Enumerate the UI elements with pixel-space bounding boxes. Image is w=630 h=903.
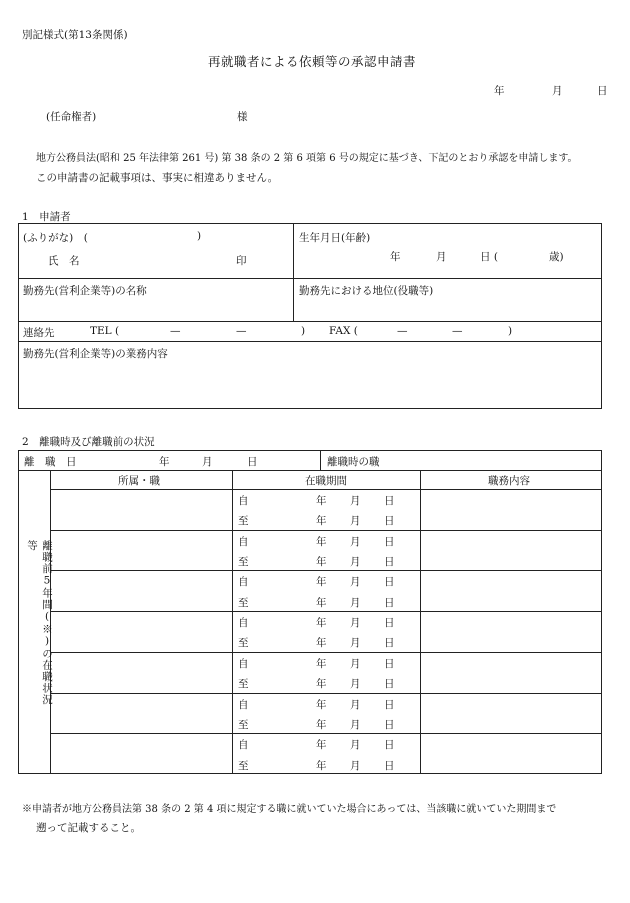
period-from-month: 月 [350,617,361,630]
period-from-month: 月 [350,576,361,589]
period-from-label: 自 [238,739,249,752]
period-to-label: 至 [238,637,249,650]
section2-heading: 2 離職時及び離職前の状況 [22,436,155,448]
period-to-label: 至 [238,718,249,731]
period-to-day: 日 [384,596,395,609]
intro-line-2: この申請書の記載事項は、事実に相違ありません。 [36,172,279,184]
col-affiliation: 所属・職 [118,475,160,487]
fax-close: ) [508,325,513,337]
period-from-label: 自 [238,657,249,670]
seal-mark: 印 [236,255,247,267]
period-to-year: 年 [316,637,327,650]
furigana-close: ) [197,230,202,242]
period-from-year: 年 [316,657,327,670]
period-to-month: 月 [350,718,361,731]
period-to-year: 年 [316,556,327,569]
business-label: 勤務先(営利企業等)の業務内容 [23,348,168,360]
period-to-month: 月 [350,637,361,650]
fax-dash-1: — [397,325,408,337]
employer-name-label: 勤務先(営利企業等)の名称 [23,285,147,297]
page-title: 再就職者による依頼等の承認申請書 [208,54,417,69]
retire-post-label: 離職時の職 [327,456,380,468]
period-from-month: 月 [350,535,361,548]
tel-dash-1: — [170,325,181,337]
birth-age: 歳) [549,251,564,263]
period-to-year: 年 [316,515,327,528]
period-from-label: 自 [238,495,249,507]
period-from-month: 月 [350,495,361,507]
birth-month: 月 [436,251,447,263]
appointer-label: (任命権者) [46,111,97,123]
period-to-label: 至 [238,678,249,691]
period-to-year: 年 [316,718,327,731]
period-from-month: 月 [350,657,361,670]
fax-dash-2: — [452,325,463,337]
birth-day: 日 ( [480,251,498,263]
date-month: 月 [552,85,563,97]
period-to-day: 日 [384,637,395,650]
period-from-day: 日 [384,739,395,752]
fax-label: FAX ( [329,325,358,337]
contact-label: 連絡先 [23,327,55,339]
period-to-day: 日 [384,718,395,731]
intro-line-1: 地方公務員法(昭和 25 年法律第 261 号) 第 38 条の 2 第 6 項第 6 号の規定に基づき、下記のとおり承認を申請します。 [36,153,578,164]
footnote-line-2: 遡って記載すること。 [36,822,141,834]
tel-label: TEL ( [90,325,120,337]
furigana-label: (ふりがな) ( [23,232,88,244]
footnote-line-1: ※申請者が地方公務員法第 38 条の 2 第 4 項に規定する職に就いていた場合にあっては、当該職に就いていた期間まで [22,804,557,815]
period-to-year: 年 [316,678,327,691]
period-to-label: 至 [238,515,249,528]
period-from-year: 年 [316,535,327,548]
period-to-month: 月 [350,515,361,528]
name-label: 氏 名 [48,255,80,267]
period-from-year: 年 [316,698,327,711]
period-from-day: 日 [384,495,395,507]
period-from-year: 年 [316,617,327,630]
retire-day: 日 [247,456,258,468]
section1-heading: 1 申請者 [22,211,71,223]
period-from-label: 自 [238,617,249,630]
col-duties: 職務内容 [488,475,530,487]
period-to-label: 至 [238,556,249,569]
tel-close: ) [301,325,306,337]
position-label: 勤務先における地位(役職等) [299,285,434,297]
period-to-day: 日 [384,556,395,569]
period-from-label: 自 [238,698,249,711]
period-to-day: 日 [384,515,395,528]
period-to-month: 月 [350,678,361,691]
period-to-year: 年 [316,596,327,609]
birth-label: 生年月日(年齢) [299,232,371,244]
period-to-month: 月 [350,556,361,569]
honorific: 様 [237,111,248,123]
period-from-year: 年 [316,739,327,752]
period-to-label: 至 [238,759,249,772]
period-from-year: 年 [316,495,327,507]
period-from-month: 月 [350,739,361,752]
retire-year: 年 [159,456,170,468]
period-from-day: 日 [384,657,395,670]
period-from-label: 自 [238,576,249,589]
retire-date-label: 離 職 日 [24,456,77,468]
period-from-day: 日 [384,698,395,711]
period-from-month: 月 [350,698,361,711]
date-year: 年 [494,85,505,97]
period-from-day: 日 [384,576,395,589]
period-to-label: 至 [238,596,249,609]
period-to-month: 月 [350,759,361,772]
period-to-year: 年 [316,759,327,772]
period-to-day: 日 [384,759,395,772]
retire-month: 月 [202,456,213,468]
period-from-day: 日 [384,535,395,548]
period-to-month: 月 [350,596,361,609]
tel-dash-2: — [236,325,247,337]
col-period: 在職期間 [305,475,347,487]
period-from-year: 年 [316,576,327,589]
date-day: 日 [597,85,608,97]
birth-year: 年 [390,251,401,263]
period-to-day: 日 [384,678,395,691]
side-label: 離職前5年間(※)の在職状況等 [26,540,53,706]
applicant-table [18,223,602,409]
period-from-label: 自 [238,535,249,548]
period-from-day: 日 [384,617,395,630]
form-reference: 別記様式(第13条関係) [22,29,128,41]
